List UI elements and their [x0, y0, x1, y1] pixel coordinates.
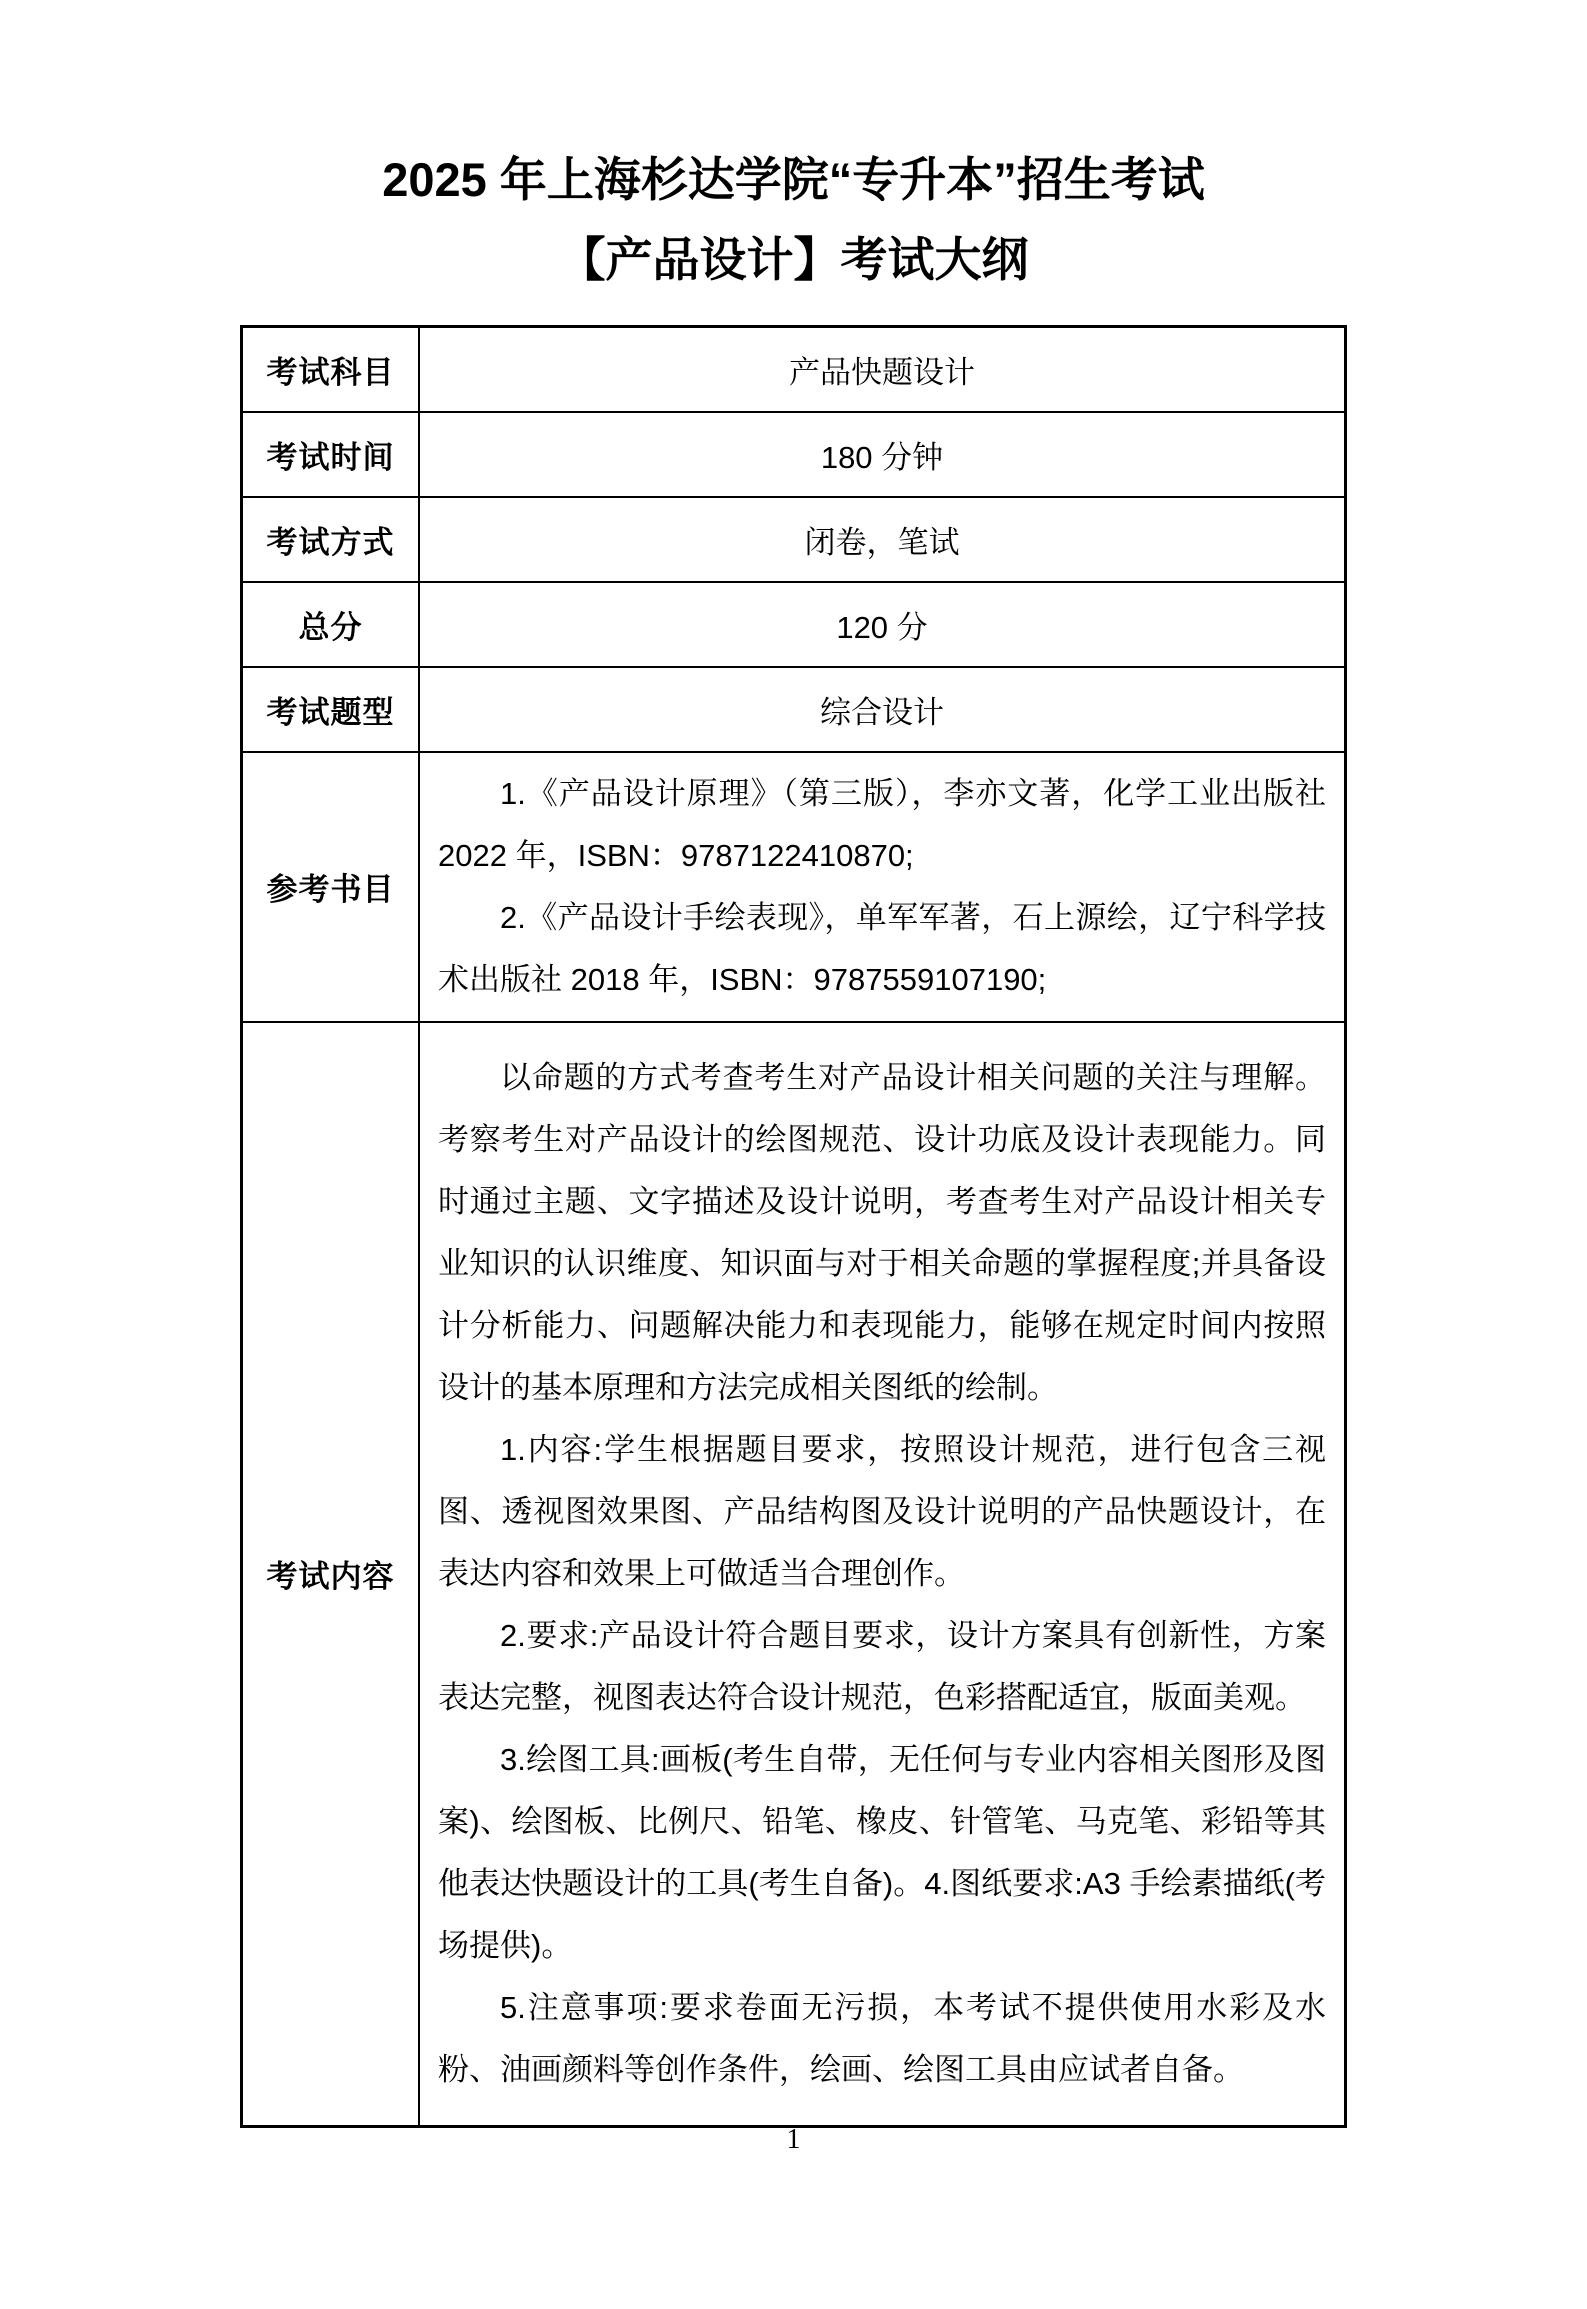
row-value-exam-subject: 产品快题设计	[419, 327, 1346, 412]
exam-content-paragraph: 以命题的方式考查考生对产品设计相关问题的关注与理解。考察考生对产品设计的绘图规范、设计功底及设计表现能力。同时通过主题、文字描述及设计说明，考查考生对产品设计相关专业知识的认识维度、知识面与对于相关命题的掌握程度;并具备设计分析能力、问题解决能力和表现能力，能够在规定时间内按照设计的基本原理和方法完成相关图纸的绘制。	[438, 1059, 1326, 1405]
row-value-question-type: 综合设计	[419, 667, 1346, 752]
reference-book-item: 2.《产品设计手绘表现》，单军军著，石上源绘，辽宁科学技术出版社 2018 年，ISBN：9787559107190;	[438, 899, 1326, 997]
exam-content-paragraph: 5.注意事项:要求卷面无污损，本考试不提供使用水彩及水粉、油画颜料等创作条件，绘画、绘图工具由应试者自备。	[438, 1989, 1326, 2087]
exam-content-paragraph: 2.要求:产品设计符合题目要求，设计方案具有创新性，方案表达完整，视图表达符合设计规范，色彩搭配适宜，版面美观。	[438, 1617, 1326, 1715]
row-label-exam-subject: 考试科目	[242, 327, 420, 412]
row-label-exam-format: 考试方式	[242, 497, 420, 582]
table-row-reference-books	[242, 752, 1346, 1022]
table-row-exam-subject	[242, 327, 1346, 412]
table-row-exam-duration	[242, 412, 1346, 497]
row-value-exam-format: 闭卷，笔试	[419, 497, 1346, 582]
row-value-total-score: 120 分	[419, 582, 1346, 667]
table-row-exam-format	[242, 497, 1346, 582]
table-row-total-score	[242, 582, 1346, 667]
table-row-exam-content	[242, 1022, 1346, 2127]
row-value-reference-books	[419, 752, 1346, 1022]
row-label-exam-duration: 考试时间	[242, 412, 420, 497]
row-value-exam-content	[419, 1022, 1346, 2127]
page-number: 1	[786, 2124, 801, 2155]
table-row-question-type	[242, 667, 1346, 752]
row-label-exam-content: 考试内容	[242, 1022, 420, 2127]
reference-book-item: 1.《产品设计原理》（第三版），李亦文著，化学工业出版社 2022 年，ISBN：9787122410870;	[438, 775, 1326, 873]
row-label-question-type: 考试题型	[242, 667, 420, 752]
row-label-reference-books: 参考书目	[242, 752, 420, 1022]
exam-info-table	[240, 325, 1347, 2128]
row-value-exam-duration: 180 分钟	[419, 412, 1346, 497]
document-title-line1: 2025 年上海杉达学院“专升本”招生考试	[382, 153, 1205, 206]
row-label-total-score: 总分	[242, 582, 420, 667]
document-title-line2: 【产品设计】考试大纲	[558, 233, 1029, 286]
exam-content-paragraph: 1.内容:学生根据题目要求，按照设计规范，进行包含三视图、透视图效果图、产品结构图及设计说明的产品快题设计，在表达内容和效果上可做适当合理创作。	[438, 1431, 1326, 1591]
exam-content-paragraph: 3.绘图工具:画板(考生自带，无任何与专业内容相关图形及图案)、绘图板、比例尺、铅笔、橡皮、针管笔、马克笔、彩铅等其他表达快题设计的工具(考生自备)。4.图纸要求:A3 手绘素描纸(考场提供)。	[438, 1741, 1326, 1963]
